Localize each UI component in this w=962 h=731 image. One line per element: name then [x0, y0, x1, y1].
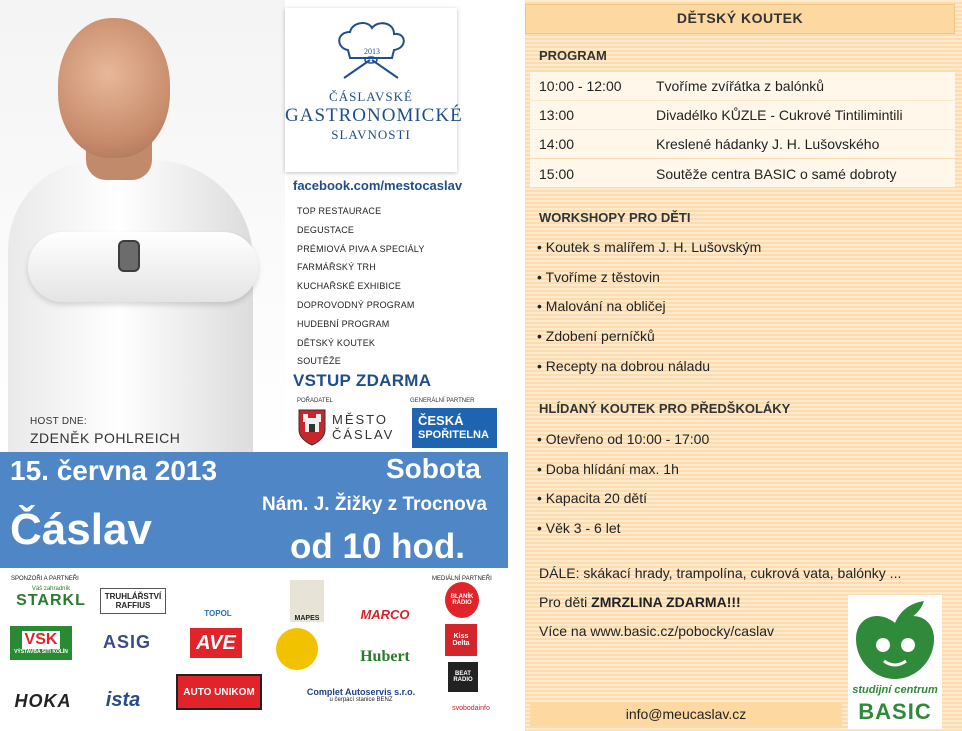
sponsor-pizzeria-badge[interactable] — [276, 628, 318, 670]
list-item: • Recepty na dobrou náladu — [537, 358, 711, 374]
sponsor-blanik-radio[interactable] — [445, 582, 479, 618]
chef-hat-icon — [326, 20, 416, 82]
sponsor-vsk-sub: VÝSTAVBA SÍTÍ KOLÍN — [14, 649, 68, 655]
program-time: 14:00 — [539, 136, 575, 152]
list-item: • Zdobení perníčků — [537, 328, 655, 344]
list-item: • Otevřeno od 10:00 - 17:00 — [537, 431, 710, 447]
festival-logo — [285, 8, 463, 172]
partner-name-2: SPOŘITELNA — [418, 429, 489, 441]
extras-text: DÁLE: skákací hrady, trampolína, cukrová vata, balónky ... — [539, 565, 902, 581]
nursery-title: HLÍDANÝ KOUTEK PRO PŘEDŠKOLÁKY — [539, 401, 791, 416]
facebook-link[interactable]: facebook.com/mestocaslav — [293, 178, 463, 193]
event-time: od 10 hod. — [290, 527, 465, 566]
list-item: • Koutek s malířem J. H. Lušovským — [537, 239, 762, 255]
list-item: • Malování na obličej — [537, 298, 666, 314]
logo-line-2: GASTRONOMICKÉ — [285, 105, 463, 126]
event-day: Sobota — [386, 453, 481, 484]
more-link[interactable]: Více na www.basic.cz/pobocky/caslav — [539, 623, 774, 639]
event-street: Nám. J. Žižky z Trocnova — [262, 494, 487, 515]
sponsor-starkl-label: STARKL — [16, 592, 86, 609]
list-item: DĚTSKÝ KOUTEK — [297, 337, 376, 348]
media-partners-label: MEDIÁLNÍ PARTNEŘI — [432, 576, 492, 582]
sponsor-beat-label: BEAT RADIO — [453, 671, 473, 683]
chef-jacket — [8, 160, 253, 452]
sponsor-topol-label: TOPOL — [204, 609, 232, 618]
logo-year: 2013 — [364, 47, 380, 56]
program-list — [297, 202, 425, 371]
sponsor-ave[interactable] — [190, 628, 242, 658]
host-label: HOST DNE: — [30, 416, 87, 427]
list-item: • Doba hlídání max. 1h — [537, 461, 679, 477]
sponsor-hubert[interactable] — [355, 630, 415, 666]
sponsor-vsk-label: VSK — [22, 631, 61, 649]
list-item: KUCHAŘSKÉ EXHIBICE — [297, 281, 402, 292]
program-text: Tvoříme zvířátka z balónků — [656, 78, 825, 94]
free-entry-heading: VSTUP ZDARMA — [293, 371, 432, 390]
sponsor-svobodainfo[interactable] — [444, 700, 498, 716]
event-city: Čáslav — [10, 505, 152, 554]
sponsor-vsk[interactable] — [10, 626, 72, 660]
organizer-name — [332, 412, 394, 442]
sponsor-asig[interactable] — [95, 630, 159, 654]
program-time: 10:00 - 12:00 — [539, 78, 622, 94]
sponsor-complet-sub: u čerpací stanice BENZ — [329, 697, 393, 703]
icecream-prefix: Pro děti — [539, 594, 592, 610]
chef-photo — [0, 0, 285, 452]
organizer-label: POŘADATEL — [297, 398, 333, 404]
sponsor-marco[interactable] — [354, 580, 416, 622]
partner-label: GENERÁLNÍ PARTNER — [410, 398, 475, 404]
list-item: • Věk 3 - 6 let — [537, 520, 621, 536]
sponsor-blanik-label: BLANÍK RÁDIO — [450, 594, 474, 606]
sponsor-mapes-label: MAPES — [294, 615, 320, 622]
host-name: ZDENĚK POHLREICH — [30, 430, 181, 446]
basic-title: BASIC — [858, 699, 932, 724]
sponsor-auto-unikom[interactable] — [176, 674, 262, 710]
list-item: • Tvoříme z těstovin — [537, 269, 660, 285]
watch-icon — [118, 240, 140, 272]
sponsor-starkl-tag: Váš zahradník — [31, 586, 71, 592]
sponsor-hoka-label: HOKA — [14, 690, 72, 711]
basic-subtitle: studijní centrum — [852, 684, 938, 696]
sponsor-svoboda-label: svobodainfo — [452, 704, 490, 712]
sponsor-truhlarstvi[interactable] — [100, 588, 166, 614]
program-title: PROGRAM — [539, 48, 607, 63]
city-crest-icon — [297, 408, 327, 446]
program-time: 15:00 — [539, 166, 575, 182]
sponsor-hoka[interactable] — [11, 688, 75, 714]
sponsor-kiss-delta[interactable] — [445, 624, 477, 656]
list-item: DEGUSTACE — [297, 224, 355, 235]
workshops-title: WORKSHOPY PRO DĚTI — [539, 210, 691, 225]
list-item: HUDEBNÍ PROGRAM — [297, 318, 390, 329]
logo-line-3: SLAVNOSTI — [331, 127, 411, 142]
ceska-sporitelna-logo — [412, 408, 497, 448]
list-item: PRÉMIOVÁ PIVA A SPECIÁLY — [297, 243, 425, 254]
sponsor-beat-radio[interactable] — [448, 662, 478, 692]
icecream-bold: ZMRZLINA ZDARMA!!! — [591, 594, 741, 610]
list-item: TOP RESTAURACE — [297, 206, 382, 216]
sponsor-complet-label: Complet Autoservis s.r.o. — [306, 687, 416, 697]
list-item: • Kapacita 20 dětí — [537, 490, 647, 506]
list-item: SOUTĚŽE — [297, 356, 341, 367]
organizer-name-2: ČÁSLAV — [332, 427, 395, 442]
chef-head — [58, 18, 170, 158]
icecream-text — [539, 594, 741, 610]
list-item: DOPROVODNÝ PROGRAM — [297, 299, 415, 310]
sponsors-label: SPONZOŘI A PARTNEŘI — [11, 576, 79, 582]
program-text: Kreslené hádanky J. H. Lušovského — [656, 136, 880, 152]
program-text: Divadélko KŮZLE - Cukrové Tintilimintili — [656, 107, 903, 123]
sponsor-truhlarstvi-line2: RAFFIUS — [115, 601, 151, 610]
list-item: FARMÁŘSKÝ TRH — [297, 262, 376, 273]
organizer-name-1: MĚSTO — [332, 412, 388, 427]
chef-crossed-arms — [28, 232, 258, 302]
sponsor-truhlarstvi-line1: TRUHLÁŘSTVÍ — [104, 592, 162, 601]
sponsor-asig-label: ASIG — [102, 631, 151, 652]
email-link[interactable]: info@meucaslav.cz — [625, 706, 747, 722]
sponsor-kiss-label: Kiss Delta — [452, 633, 470, 647]
sponsor-ave-label: AVE — [196, 631, 236, 654]
partner-name-1: ČESKÁ — [418, 413, 464, 428]
apple-icon — [848, 595, 942, 685]
program-text: Soutěže centra BASIC o samé dobroty — [656, 166, 897, 182]
event-date: 15. června 2013 — [10, 455, 218, 486]
sponsor-topol[interactable] — [186, 582, 250, 618]
sponsor-hubert-label: Hubert — [360, 648, 410, 665]
sponsor-unikom-label: AUTO UNIKOM — [183, 686, 255, 698]
sponsor-ista-label: ista — [105, 688, 141, 711]
sponsor-marco-label: MARCO — [360, 607, 410, 622]
sponsor-mapes[interactable] — [290, 580, 324, 622]
sponsor-ista[interactable] — [96, 686, 150, 714]
logo-line-1: ČÁSLAVSKÉ — [329, 89, 413, 104]
program-time: 13:00 — [539, 107, 575, 123]
panel-title: DĚTSKÝ KOUTEK — [676, 10, 804, 26]
sponsor-starkl[interactable] — [11, 584, 91, 612]
sponsor-complet[interactable] — [296, 680, 426, 710]
